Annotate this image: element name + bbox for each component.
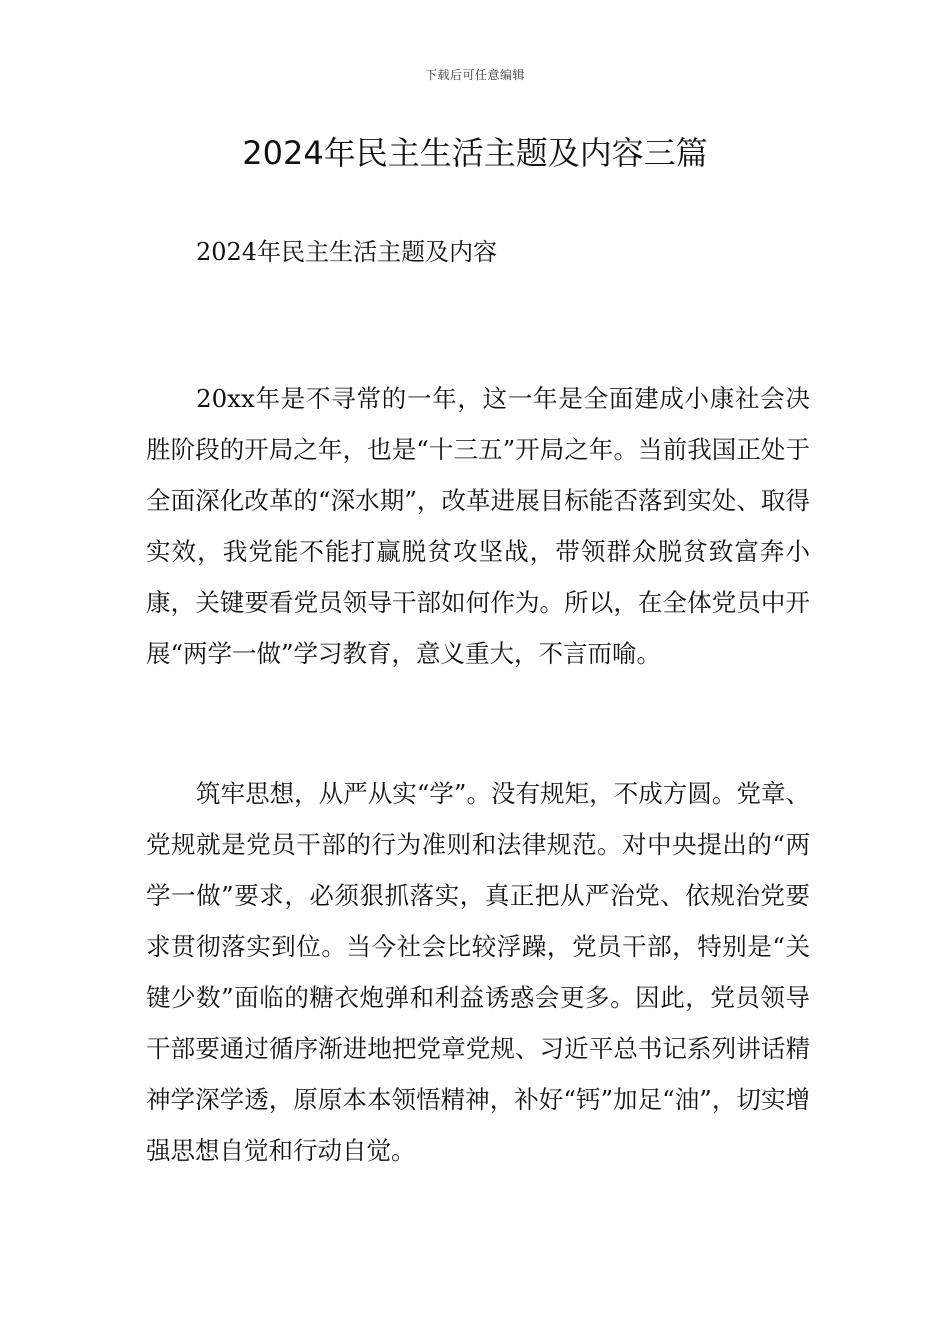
header-note: 下载后可任意编辑 — [424, 68, 525, 82]
paragraph: 筑牢思想，从严从实“学”。没有规矩，不成方圆。党章、党规就是党员干部的行为准则和法律规范。对中央提出的“两学一做”要求，必须狠抓落实，真正把从严治党、依规治党要求贯彻落实到位。当今社会比较浮躁，党员干部，特别是“关键少数”面临的糖衣炮弹和利益诱惑会更多。因此，党员领导干部要通过循序渐进地把党章党规、习近平总书记系列讲话精神学深学透，原原本本领悟精神，补好“钙”加足“油”，切实增强思想自觉和行动自觉。 — [146, 779, 810, 1165]
paragraph: 20xx年是不寻常的一年，这一年是全面建成小康社会决胜阶段的开局之年，也是“十三五”开局之年。当前我国正处于全面深化改革的“深水期”，改革进展目标能否落到实处、取得实效，我党能不能打赢脱贫攻坚战，带领群众脱贫致富奔小康，关键要看党员领导干部如何作为。所以，在全体党员中开展“两学一做”学习教育，意义重大，不言而喻。 — [146, 384, 810, 668]
document-subtitle: 2024年民主生活主题及内容 — [196, 238, 498, 266]
document-title: 2024年民主生活主题及内容三篇 — [242, 134, 708, 172]
